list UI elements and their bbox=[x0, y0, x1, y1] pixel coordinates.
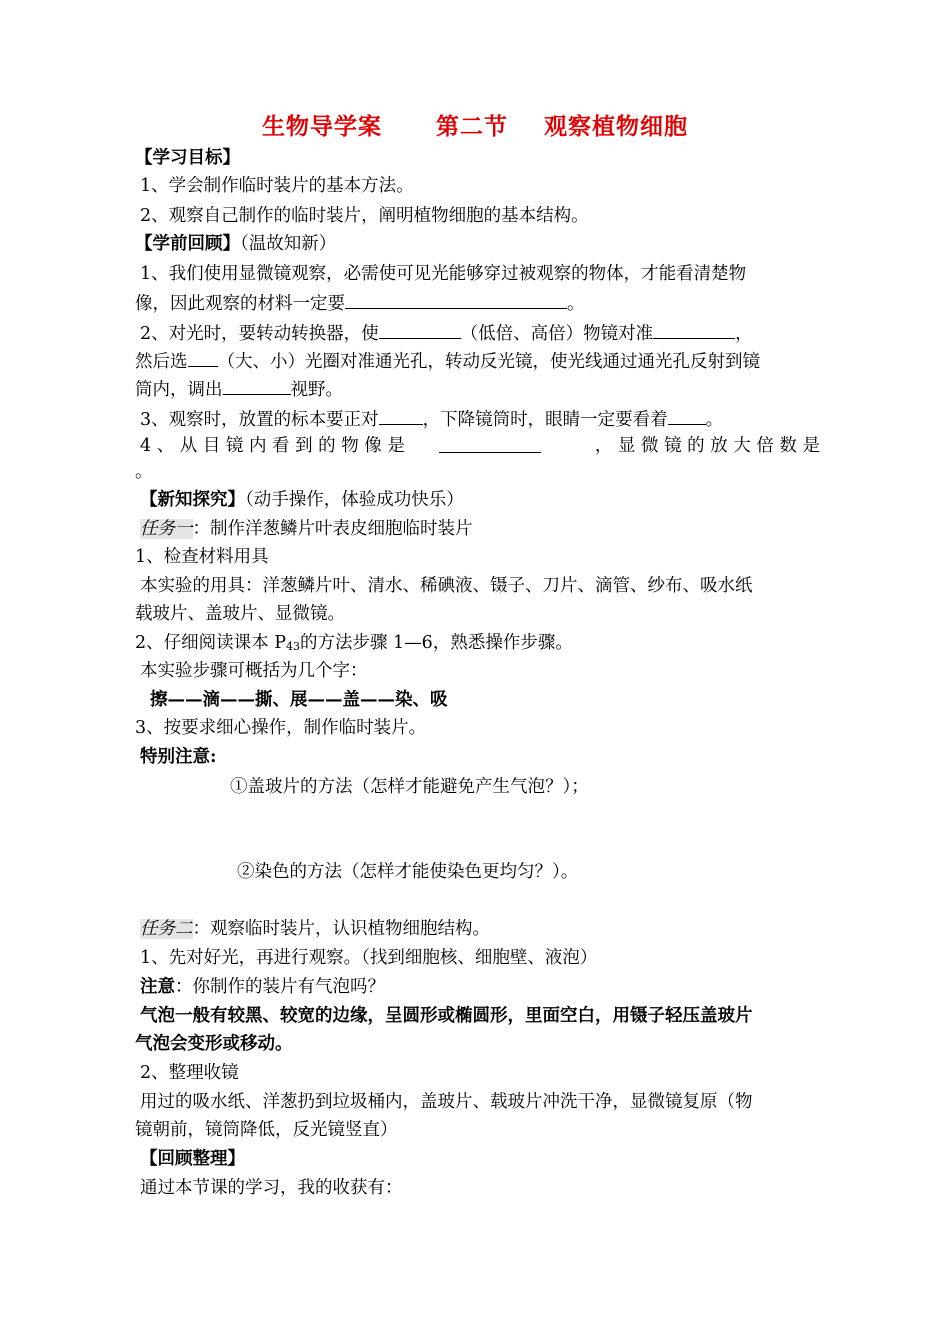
review-q1-line2 bbox=[135, 290, 820, 316]
task2-label: 任务二 bbox=[140, 919, 193, 939]
q2-text: 视野。 bbox=[290, 380, 343, 400]
review-q4-end: 。 bbox=[135, 462, 153, 482]
q2-blank-3[interactable] bbox=[188, 348, 218, 367]
step3-line: 3、按要求细心操作，制作临时装片。 bbox=[135, 718, 427, 738]
q3-blank-1[interactable] bbox=[379, 406, 423, 425]
explore-note: （动手操作，体验成功快乐） bbox=[245, 490, 464, 510]
review-q4 bbox=[140, 434, 820, 458]
q2-blank-1[interactable] bbox=[379, 320, 461, 339]
q1-end: 。 bbox=[567, 294, 585, 314]
attention-label: 注意 bbox=[140, 977, 175, 997]
bubble-note-2: 气泡会变形或移动。 bbox=[135, 1034, 293, 1054]
task2-step2-text-2: 镜朝前，镜筒降低，反光镜竖直） bbox=[135, 1120, 398, 1140]
review-heading: 【学前回顾】 bbox=[135, 234, 240, 254]
q2-text: ， bbox=[735, 324, 753, 344]
q3-blank-2[interactable] bbox=[668, 406, 706, 425]
page-title: 生物导学案 第二节 观察植物细胞 bbox=[261, 113, 689, 140]
step1-text-2: 载玻片、盖玻片、显微镜。 bbox=[135, 604, 345, 624]
q4-text: ， 显 微 镜 的 放 大 倍 数 是 bbox=[594, 436, 820, 456]
goals-heading: 【学习目标】 bbox=[135, 148, 240, 168]
task1-label: 任务一 bbox=[140, 519, 193, 539]
step2-keywords: 擦——滴——撕、展——盖——染、吸 bbox=[150, 690, 448, 710]
q2-text: 筒内，调出 bbox=[135, 380, 223, 400]
step2-text: 2、仔细阅读课本 P bbox=[135, 633, 286, 653]
task2-step1: 1、先对好光，再进行观察。（找到细胞核、细胞壁、液泡） bbox=[140, 948, 598, 968]
q1-text: 像，因此观察的材料一定要 bbox=[135, 294, 345, 314]
explore-heading: 【新知探究】 bbox=[140, 490, 245, 510]
q4-blank-1[interactable] bbox=[439, 434, 541, 453]
q2-blank-2[interactable] bbox=[653, 320, 735, 339]
review-q2-line2 bbox=[135, 348, 820, 374]
task2-text: ：观察临时装片，认识植物细胞结构。 bbox=[192, 919, 490, 939]
q2-text: 然后选 bbox=[135, 352, 188, 372]
q2-blank-4[interactable] bbox=[223, 376, 291, 395]
summary-text: 通过本节课的学习，我的收获有： bbox=[140, 1178, 403, 1198]
review-heading-line bbox=[135, 232, 820, 256]
special-note-2: ②染色的方法（怎样才能使染色更均匀？）。 bbox=[237, 862, 579, 882]
q3-text: 。 bbox=[705, 410, 724, 430]
attention-line bbox=[140, 975, 825, 999]
task1-text: ：制作洋葱鳞片叶表皮细胞临时装片 bbox=[192, 519, 473, 539]
page-subscript: 43 bbox=[285, 640, 300, 653]
task2-step2-text-1: 用过的吸水纸、洋葱扔到垃圾桶内，盖玻片、载玻片冲洗干净，显微镜复原（物 bbox=[140, 1092, 753, 1112]
review-q2-line1 bbox=[140, 320, 825, 346]
special-note-heading: 特别注意: bbox=[140, 747, 217, 767]
task2-step2: 2、整理收镜 bbox=[140, 1063, 239, 1083]
task2-line bbox=[140, 917, 825, 941]
task1-line bbox=[140, 517, 825, 541]
step2-line bbox=[135, 631, 820, 659]
goal-item: 2、观察自己制作的临时装片，阐明植物细胞的基本结构。 bbox=[140, 206, 589, 226]
step2-summary: 本实验步骤可概括为几个字： bbox=[140, 661, 368, 681]
q3-text: ，下降镜筒时，眼睛一定要看着 bbox=[422, 410, 668, 430]
attention-text: ：你制作的装片有气泡吗？ bbox=[175, 977, 385, 997]
explore-heading-line bbox=[140, 488, 825, 512]
summary-heading: 【回顾整理】 bbox=[140, 1149, 245, 1169]
q2-text: 2、对光时，要转动转换器，使 bbox=[140, 324, 379, 344]
q1-answer-blank[interactable] bbox=[345, 290, 567, 309]
q2-text: （低倍、高倍）物镜对准 bbox=[460, 324, 654, 344]
step1-heading: 1、检查材料用具 bbox=[135, 547, 269, 567]
q2-text: （大、小）光圈对准通光孔，转动反光镜，使光线通过通光孔反射到镜 bbox=[217, 352, 760, 372]
step2-text: 的方法步骤 1—6，熟悉操作步骤。 bbox=[299, 633, 573, 653]
review-q2-line3 bbox=[135, 376, 820, 402]
q3-text: 3、观察时，放置的标本要正对 bbox=[140, 410, 379, 430]
step1-text-1: 本实验的用具：洋葱鳞片叶、清水、稀碘液、镊子、刀片、滴管、纱布、吸水纸 bbox=[140, 576, 753, 596]
review-q1-line1: 1、我们使用显微镜观察，必需使可见光能够穿过被观察的物体，才能看清楚物 bbox=[140, 264, 747, 284]
bubble-note-1: 气泡一般有较黑、较宽的边缘，呈圆形或椭圆形，里面空白，用镊子轻压盖玻片 bbox=[140, 1006, 753, 1026]
q4-text: 4 、 从 目 镜 内 看 到 的 物 像 是 bbox=[140, 436, 405, 456]
review-q3 bbox=[140, 406, 825, 432]
goal-item: 1、学会制作临时装片的基本方法。 bbox=[140, 176, 414, 196]
special-note-1: ①盖玻片的方法（怎样才能避免产生气泡？）； bbox=[230, 777, 589, 797]
review-note: （温故知新） bbox=[240, 234, 337, 254]
